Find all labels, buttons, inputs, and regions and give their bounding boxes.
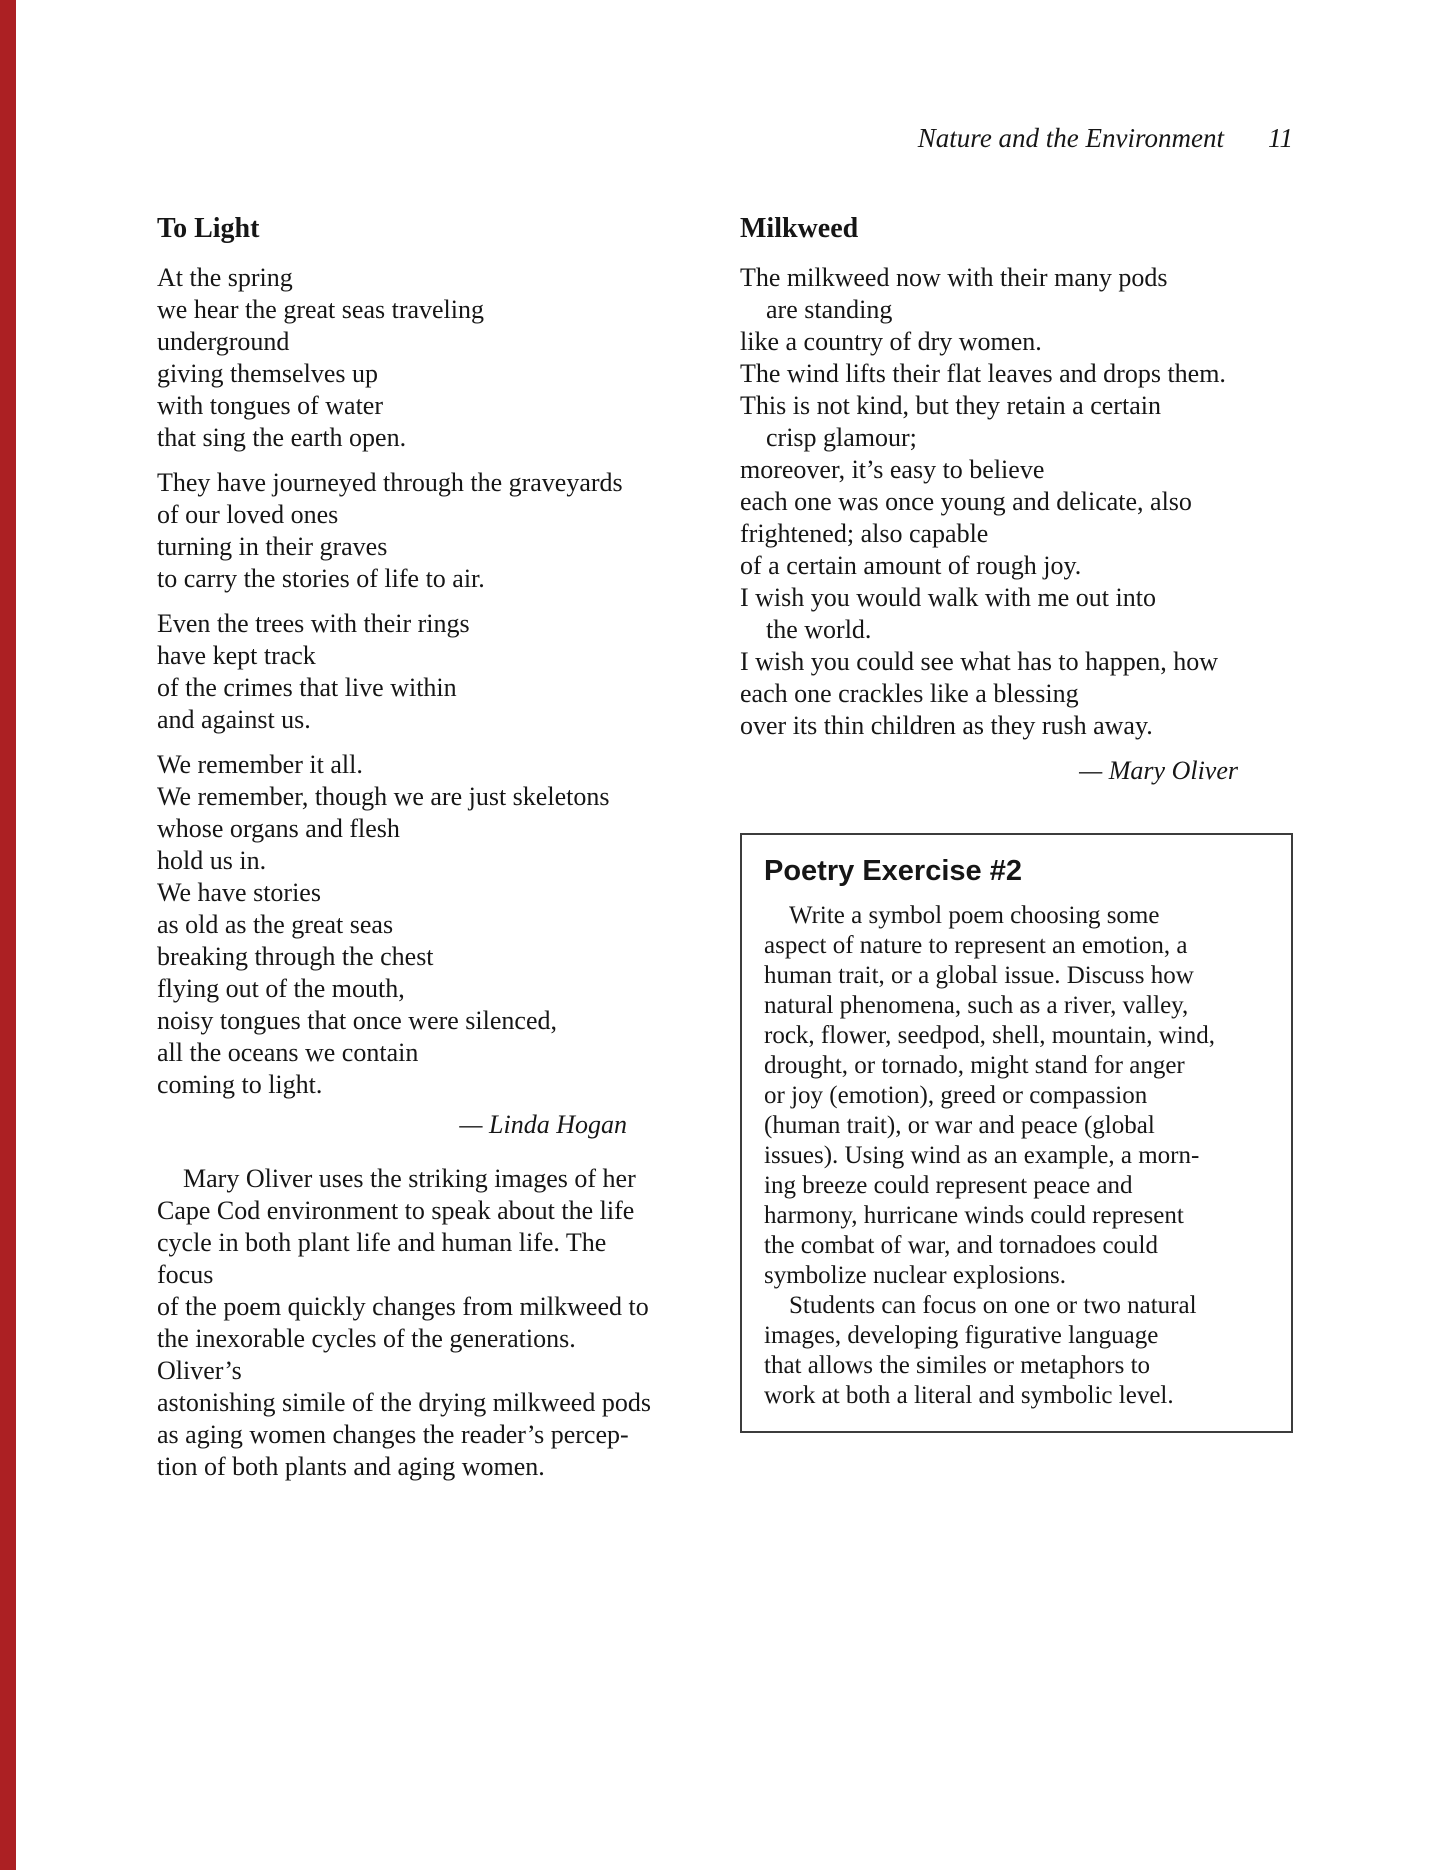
text-line: are standing — [740, 295, 893, 324]
text-line: with tongues of water — [157, 391, 384, 420]
text-line: I wish you would walk with me out into — [740, 583, 1156, 612]
running-header — [918, 122, 1293, 154]
text-line: tion of both plants and aging women. — [157, 1452, 545, 1481]
text-line: work at both a literal and symbolic level. — [764, 1382, 1174, 1409]
text-line: that sing the earth open. — [157, 423, 407, 452]
text-line: breaking through the chest — [157, 942, 434, 971]
text-line: have kept track — [157, 641, 316, 670]
text-line: I wish you could see what has to happen, how — [740, 647, 1219, 676]
text-line: to carry the stories of life to air. — [157, 564, 485, 593]
text-line: images, developing figurative language — [764, 1322, 1159, 1349]
text-line: the world. — [740, 615, 872, 644]
poem-stanza — [157, 608, 663, 736]
commentary-paragraph — [157, 1163, 663, 1483]
text-line: Even the trees with their rings — [157, 609, 470, 638]
text-line: The milkweed now with their many pods — [740, 263, 1168, 292]
text-line: Mary Oliver uses the striking images of her — [157, 1164, 636, 1193]
text-line: human trait, or a global issue. Discuss how — [764, 962, 1194, 989]
text-line: underground — [157, 327, 290, 356]
text-line: At the spring — [157, 263, 293, 292]
text-line: We remember, though we are just skeletons — [157, 782, 610, 811]
text-line: (human trait), or war and peace (global — [764, 1112, 1155, 1139]
text-line: This is not kind, but they retain a certain — [740, 391, 1161, 420]
poem-attribution-linda-hogan: — Linda Hogan — [459, 1110, 627, 1139]
poem-stanza — [157, 467, 663, 595]
text-line: harmony, hurricane winds could represent — [764, 1202, 1184, 1229]
text-line: or joy (emotion), greed or compassion — [764, 1082, 1148, 1109]
text-line: Write a symbol poem choosing some — [764, 902, 1160, 929]
text-line: rock, flower, seedpod, shell, mountain, wind, — [764, 1022, 1215, 1049]
text-line: of a certain amount of rough joy. — [740, 551, 1082, 580]
text-line: We remember it all. — [157, 750, 363, 779]
poem-attribution-mary-oliver: — Mary Oliver — [1079, 756, 1238, 785]
poetry-exercise-box — [740, 833, 1293, 1433]
poetry-exercise-box-title: Poetry Exercise #2 — [764, 855, 1022, 887]
text-line: hold us in. — [157, 846, 267, 875]
text-line: symbolize nuclear explosions. — [764, 1262, 1067, 1289]
text-line: flying out of the mouth, — [157, 974, 405, 1003]
poetry-exercise-box-body — [764, 901, 1273, 1411]
text-line: turning in their graves — [157, 532, 388, 561]
text-line: the combat of war, and tornadoes could — [764, 1232, 1159, 1259]
box-paragraph — [764, 901, 1273, 1291]
text-line: crisp glamour; — [740, 423, 917, 452]
text-line: Students can focus on one or two natural — [764, 1292, 1197, 1319]
text-line: of our loved ones — [157, 500, 339, 529]
text-line: Cape Cod environment to speak about the life — [157, 1196, 635, 1225]
poem-stanza — [157, 262, 663, 454]
running-header-title: Nature and the Environment — [917, 123, 1224, 153]
text-line: moreover, it’s easy to believe — [740, 455, 1045, 484]
text-line: each one crackles like a blessing — [740, 679, 1079, 708]
text-line: aspect of nature to represent an emotion, a — [764, 932, 1188, 959]
poem-title-to-light: To Light — [157, 213, 260, 244]
text-line: The wind lifts their flat leaves and drops them. — [740, 359, 1226, 388]
text-line: giving themselves up — [157, 359, 378, 388]
text-line: whose organs and flesh — [157, 814, 400, 843]
text-line: and against us. — [157, 705, 311, 734]
text-line: coming to light. — [157, 1070, 323, 1099]
poem-title-milkweed: Milkweed — [740, 213, 859, 244]
left-column — [157, 212, 663, 1483]
text-line: ing breeze could represent peace and — [764, 1172, 1133, 1199]
text-line: astonishing simile of the drying milkweed pods — [157, 1388, 651, 1417]
poem-to-light — [157, 262, 663, 1101]
text-line: natural phenomena, such as a river, valley, — [764, 992, 1189, 1019]
text-line: like a country of dry women. — [740, 327, 1042, 356]
text-line: all the oceans we contain — [157, 1038, 419, 1067]
text-line: the inexorable cycles of the generations. Oliver’s — [157, 1324, 583, 1385]
text-line: of the crimes that live within — [157, 673, 457, 702]
text-line: of the poem quickly changes from milkweed to — [157, 1292, 649, 1321]
text-line: as aging women changes the reader’s percep- — [157, 1420, 629, 1449]
text-line: cycle in both plant life and human life. The focus — [157, 1228, 613, 1289]
text-line: we hear the great seas traveling — [157, 295, 485, 324]
text-line: issues). Using wind as an example, a morn- — [764, 1142, 1200, 1169]
poem-stanza — [157, 749, 663, 1101]
page-edge-stripe — [0, 0, 16, 1870]
poem-milkweed — [740, 262, 1293, 742]
text-line: each one was once young and delicate, also — [740, 487, 1192, 516]
text-line: They have journeyed through the graveyards — [157, 468, 623, 497]
text-line: over its thin children as they rush away. — [740, 711, 1153, 740]
text-line: drought, or tornado, might stand for anger — [764, 1052, 1185, 1079]
text-line: that allows the similes or metaphors to — [764, 1352, 1151, 1379]
text-line: We have stories — [157, 878, 321, 907]
right-column — [740, 212, 1293, 1433]
text-line: as old as the great seas — [157, 910, 394, 939]
text-line: frightened; also capable — [740, 519, 989, 548]
text-line: noisy tongues that once were silenced, — [157, 1006, 557, 1035]
box-paragraph — [764, 1291, 1273, 1411]
page-number: 11 — [1268, 123, 1293, 153]
